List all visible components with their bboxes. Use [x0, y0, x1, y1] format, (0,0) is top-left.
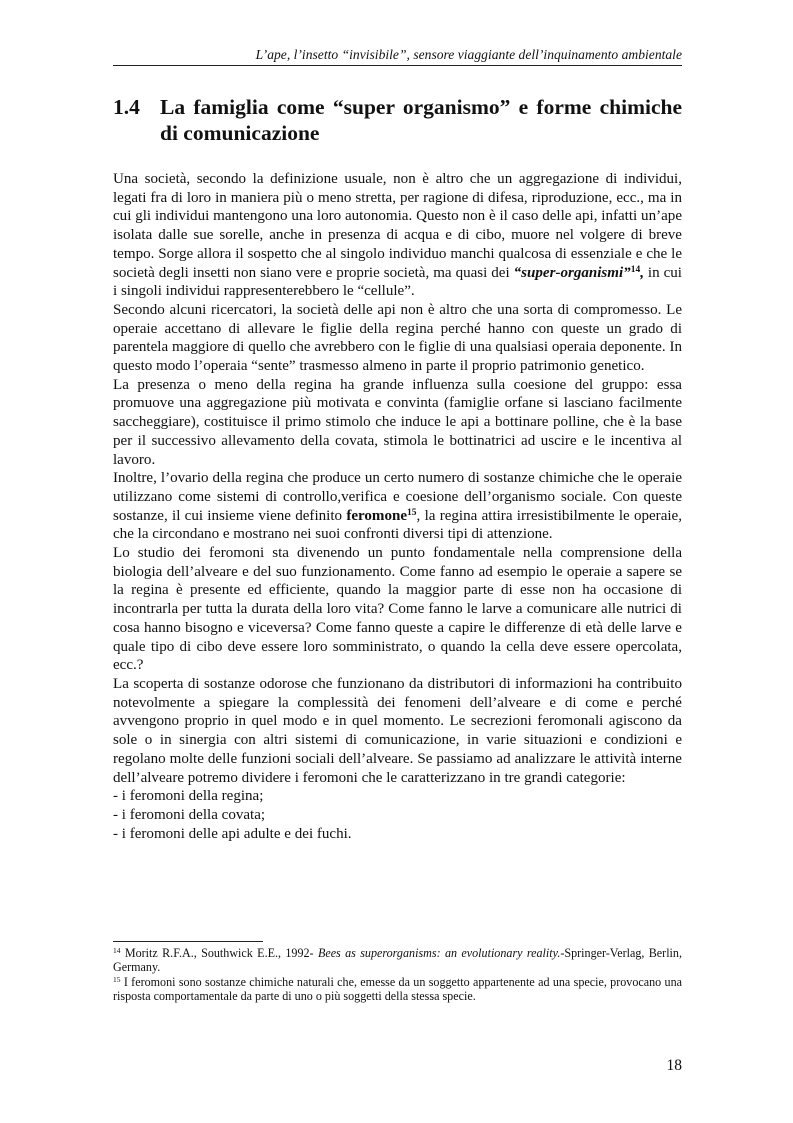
- term-super-organismi: “super-organismi”: [513, 264, 631, 281]
- footnote-14-publisher: -Springer-Verlag, Berlin, Germany.: [113, 946, 682, 975]
- paragraph-3: La presenza o meno della regina ha grande influenza sulla coesione del gruppo: essa promuove una aggregazione più motivata e convinta (famiglie orfane si lasciano facilmente saccheggiare), costituisce il primo stimolo che induce le api a bottinare polline, che è la base per il successivo allevamento della covata, stimola le bottinatrici ad uscire e le incentiva al lavoro.: [113, 376, 682, 468]
- footnote-rule: [113, 941, 263, 942]
- list-item: - i feromoni della covata;: [113, 806, 266, 823]
- footnotes: [113, 946, 682, 1004]
- footnote-14-authors: Moritz R.F.A., Southwick E.E., 1992-: [120, 946, 318, 960]
- body-text: [113, 170, 682, 843]
- footnote-15-text: I feromoni sono sostanze chimiche naturali che, emesse da un soggetto appartenente ad una specie, provocano una risposta comportamentale da parte di uno o più soggetti della stessa specie.: [113, 974, 682, 1004]
- paragraph-1-text: Una società, secondo la definizione usuale, non è altro che un aggregazione di individui, legati fra di loro in maniera più o meno stretta, per ragione di difesa, riproduzione, ecc., ma in cui gli individui mantengono una loro autonomia. Questo non è il caso delle api, infatti un’ape isolata dalle sue sorelle, anche in presenza di acqua e di cibo, muore nel volgere di breve tempo. Sorge allora il sospetto che al singolo individuo manchi qualcosa di essenziale e che le società degli insetti non siano vere e proprie società, ma quasi dei: [113, 171, 682, 281]
- paragraph-2: Secondo alcuni ricercatori, la società delle api non è altro che una sorta di compromesso. Le operaie accettano di allevare le figlie della regina perché hanno con queste un grado di parentela maggiore di quello che avrebbero con le figlie di una qualsiasi operaia deponente. In questo modo l’operaia “sente” trasmesso almeno in parte il proprio patrimonio genetico.: [113, 301, 682, 375]
- footnote-15-number: 15: [113, 974, 121, 984]
- footnote-14-number: 14: [113, 946, 121, 955]
- pheromone-categories-list: [113, 787, 682, 843]
- header-rule: [113, 65, 682, 66]
- footnote-ref-15: 15: [407, 507, 417, 518]
- paragraph-4: [113, 469, 682, 544]
- term-comma: ,: [640, 264, 644, 281]
- paragraph-4-text: Inoltre, l’ovario della regina che produce un certo numero di sostanze chimiche che le operaie utilizzano come sistemi di controllo,verifica e coesione dell’organismo sociale. Con queste sostanze, il cui insieme viene definito: [113, 470, 682, 524]
- paragraph-1: [113, 170, 682, 301]
- term-feromone: feromone: [346, 507, 408, 524]
- footnote-14-title: Bees as superorganisms: an evolutionary reality.: [317, 946, 561, 960]
- paragraph-6: La scoperta di sostanze odorose che funzionano da distributori di informazioni ha contribuito notevolmente a spiegare la complessità dei fenomeni dell’alveare e di come e perché avvengono proprio in quel modo e in quel momento. Le secrezioni feromonali agiscono da sole o in sinergia con altri sistemi di comunicazione, in varie situazioni e condizioni e regolano molte delle funzioni sociali dell’alveare. Se passiamo ad analizzare le attività interne dell’alveare potremo dividere i feromoni che le caratterizzano in tre grandi categorie:: [113, 675, 682, 786]
- paragraph-5: Lo studio dei feromoni sta divenendo un punto fondamentale nella comprensione della biologia dell’alveare e del suo funzionamento. Come fanno ad esempio le operaie a sapere se la regina è presente ed efficiente, quando la maggior parte di esse non ha occasione di incontrarla per tutta la durata della loro vita? Come fanno le larve a comunicare alle nutrici di cosa hanno bisogno e viceversa? Come fanno queste a capire le differenze di età delle larve e quale tipo di cibo deve essere loro somministrato, o quando la cella deve essere opercolata, ecc.?: [113, 545, 682, 674]
- section-number: 1.4: [113, 95, 140, 119]
- paragraph-1-text-end: in cui i singoli individui rappresenterebbero le “cellule”.: [113, 264, 682, 300]
- running-header: L’ape, l’insetto “invisibile”, sensore viaggiante dell’inquinamento ambientale: [255, 47, 682, 62]
- section-heading: [113, 94, 682, 146]
- paragraph-4-text-end: , la regina attira irresistibilmente le operaie, che la circondano e mostrano nei suoi confronti diversi tipi di attenzione.: [113, 507, 682, 543]
- footnote-14: [113, 946, 682, 975]
- section-title: La famiglia come “super organismo” e forme chimiche di comunicazione: [160, 95, 682, 145]
- list-item: - i feromoni della regina;: [113, 788, 264, 805]
- footnote-15: [113, 975, 682, 1004]
- footnote-ref-14: 14: [630, 264, 641, 275]
- list-item: - i feromoni delle api adulte e dei fuchi.: [113, 825, 352, 842]
- page-number: 18: [666, 1057, 682, 1074]
